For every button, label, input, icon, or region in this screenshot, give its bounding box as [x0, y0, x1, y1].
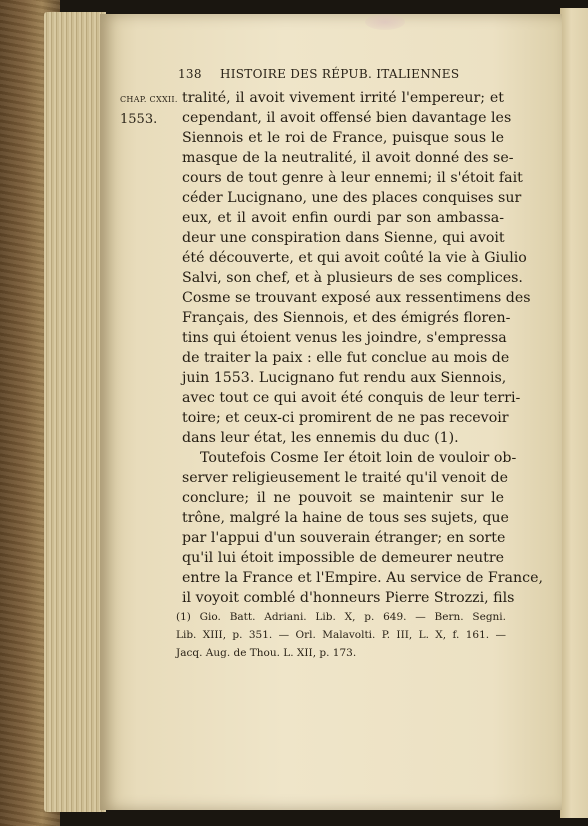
- text-line: cours de tout genre à leur ennemi; il s'étoit fait: [182, 170, 523, 186]
- running-title: HISTOIRE DES RÉPUB. ITALIENNES: [219, 67, 460, 81]
- text-line: Toutefois Cosme Ier étoit loin de vouloir ob-: [200, 450, 517, 466]
- footnote-line: Lib. XIII, p. 351. — Orl. Malavolti. P. III, L. X, f. 161. —: [176, 629, 506, 641]
- text-line: qu'il lui étoit impossible de demeurer neutre: [182, 550, 504, 566]
- text-line: eux, et il avoit enfin ourdi par son ambassa-: [182, 210, 504, 226]
- page-edges: [44, 12, 106, 812]
- text-line: été découverte, et qui avoit coûté la vie à Giulio: [182, 250, 527, 266]
- text-line: Salvi, son chef, et à plusieurs de ses complices.: [182, 270, 523, 286]
- text-line: masque de la neutralité, il avoit donné des se-: [182, 150, 514, 166]
- footnote-line: Jacq. Aug. de Thou. L. XII, p. 173.: [176, 647, 357, 659]
- text-line: de traiter la paix : elle fut conclue au mois de: [182, 350, 510, 366]
- margin-chapter-note: CHAP. CXXII.: [120, 95, 178, 104]
- text-line: conclure; il ne pouvoit se maintenir sur le: [182, 490, 504, 506]
- running-head: [178, 67, 478, 81]
- text-line: trône, malgré la haine de tous ses sujets, que: [182, 510, 509, 526]
- text-line: dans leur état, les ennemis du duc (1).: [182, 430, 459, 446]
- footnote-line: (1) Gio. Batt. Adriani. Lib. X, p. 649. — Bern. Segni.: [176, 611, 506, 623]
- text-line: deur une conspiration dans Sienne, qui avoit: [182, 230, 505, 246]
- stain-mark: [365, 14, 405, 30]
- text-line: tralité, il avoit vivement irrité l'empereur; et: [182, 90, 504, 106]
- text-line: toire; et ceux-ci promirent de ne pas recevoir: [182, 410, 509, 426]
- facing-page-edge: [560, 8, 588, 818]
- text-line: Siennois et le roi de France, puisque sous le: [182, 130, 504, 146]
- text-line: entre la France et l'Empire. Au service de France,: [182, 570, 543, 586]
- text-line: server religieusement le traité qu'il venoit de: [182, 470, 508, 486]
- text-line: céder Lucignano, une des places conquises sur: [182, 190, 522, 206]
- text-line: Cosme se trouvant exposé aux ressentimens des: [182, 290, 531, 306]
- text-line: tins qui étoient venus les joindre, s'empressa: [182, 330, 507, 346]
- margin-year-note: 1553.: [120, 112, 158, 127]
- text-line: avec tout ce qui avoit été conquis de leur terri-: [182, 390, 521, 406]
- text-line: cependant, il avoit offensé bien davantage les: [182, 110, 512, 126]
- text-line: Français, des Siennois, et des émigrés floren-: [182, 310, 511, 326]
- text-line: par l'appui d'un souverain étranger; en sorte: [182, 530, 506, 546]
- text-line: juin 1553. Lucignano fut rendu aux Siennois,: [182, 370, 507, 386]
- page-number: 138: [178, 67, 202, 81]
- text-line: il voyoit comblé d'honneurs Pierre Strozzi, fils: [182, 590, 515, 606]
